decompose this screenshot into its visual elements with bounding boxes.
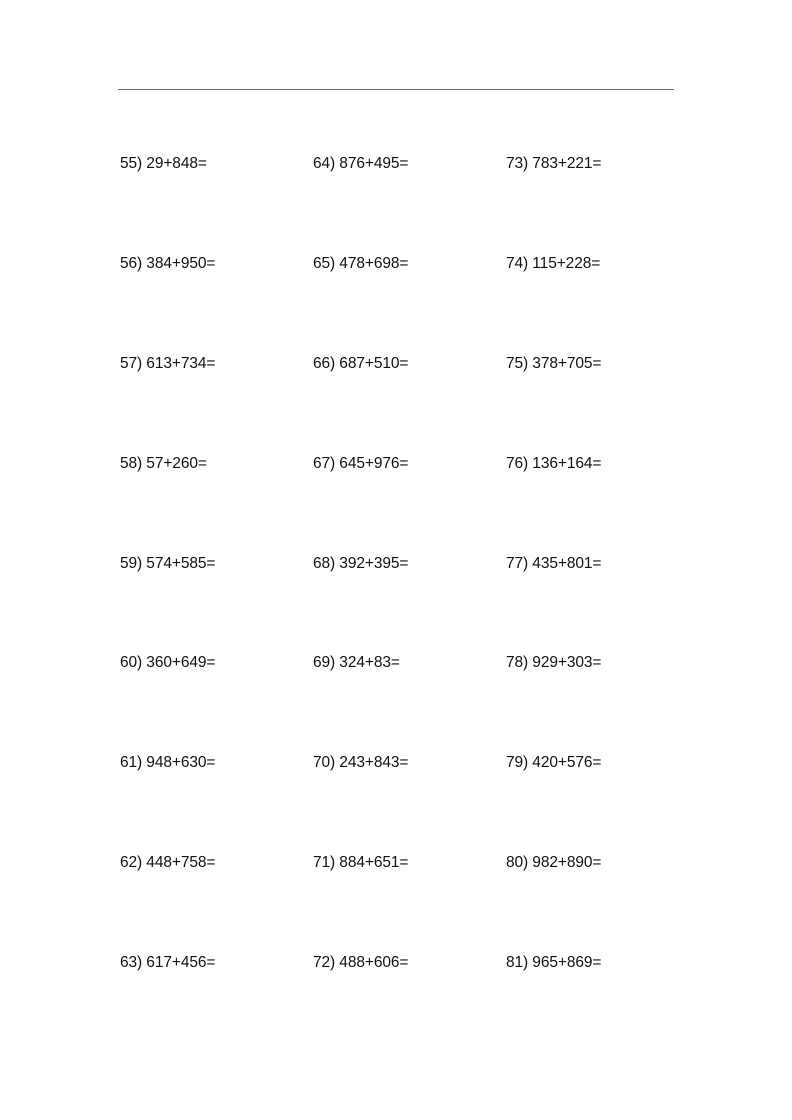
problem-item: 70) 243+843=: [313, 754, 409, 772]
problem-item: 78) 929+303=: [506, 654, 602, 672]
problem-item: 62) 448+758=: [120, 854, 216, 872]
problem-item: 60) 360+649=: [120, 654, 216, 672]
problem-item: 57) 613+734=: [120, 354, 216, 372]
problem-item: 66) 687+510=: [313, 354, 409, 372]
problem-item: 69) 324+83=: [313, 654, 400, 672]
problem-item: 73) 783+221=: [506, 155, 602, 172]
problem-item: 71) 884+651=: [313, 854, 409, 872]
problem-item: 72) 488+606=: [313, 954, 409, 972]
problem-item: 55) 29+848=: [120, 155, 207, 172]
problem-item: 79) 420+576=: [506, 754, 602, 772]
problem-item: 67) 645+976=: [313, 454, 409, 472]
problem-item: 56) 384+950=: [120, 254, 216, 272]
problem-item: 75) 378+705=: [506, 354, 602, 372]
problem-item: 76) 136+164=: [506, 454, 602, 472]
problem-item: 77) 435+801=: [506, 554, 602, 572]
problems-grid: [120, 154, 699, 1053]
problem-item: 61) 948+630=: [120, 754, 216, 772]
problem-item: 64) 876+495=: [313, 155, 409, 172]
problem-item: 68) 392+395=: [313, 554, 409, 572]
problem-item: 81) 965+869=: [506, 954, 602, 972]
problem-item: 59) 574+585=: [120, 554, 216, 572]
problem-item: 63) 617+456=: [120, 954, 216, 972]
problem-item: 80) 982+890=: [506, 854, 602, 872]
problem-item: 65) 478+698=: [313, 254, 409, 272]
problem-item: 58) 57+260=: [120, 454, 207, 472]
problem-item: 74) 115+228=: [506, 254, 601, 272]
header-rule: [118, 89, 674, 90]
